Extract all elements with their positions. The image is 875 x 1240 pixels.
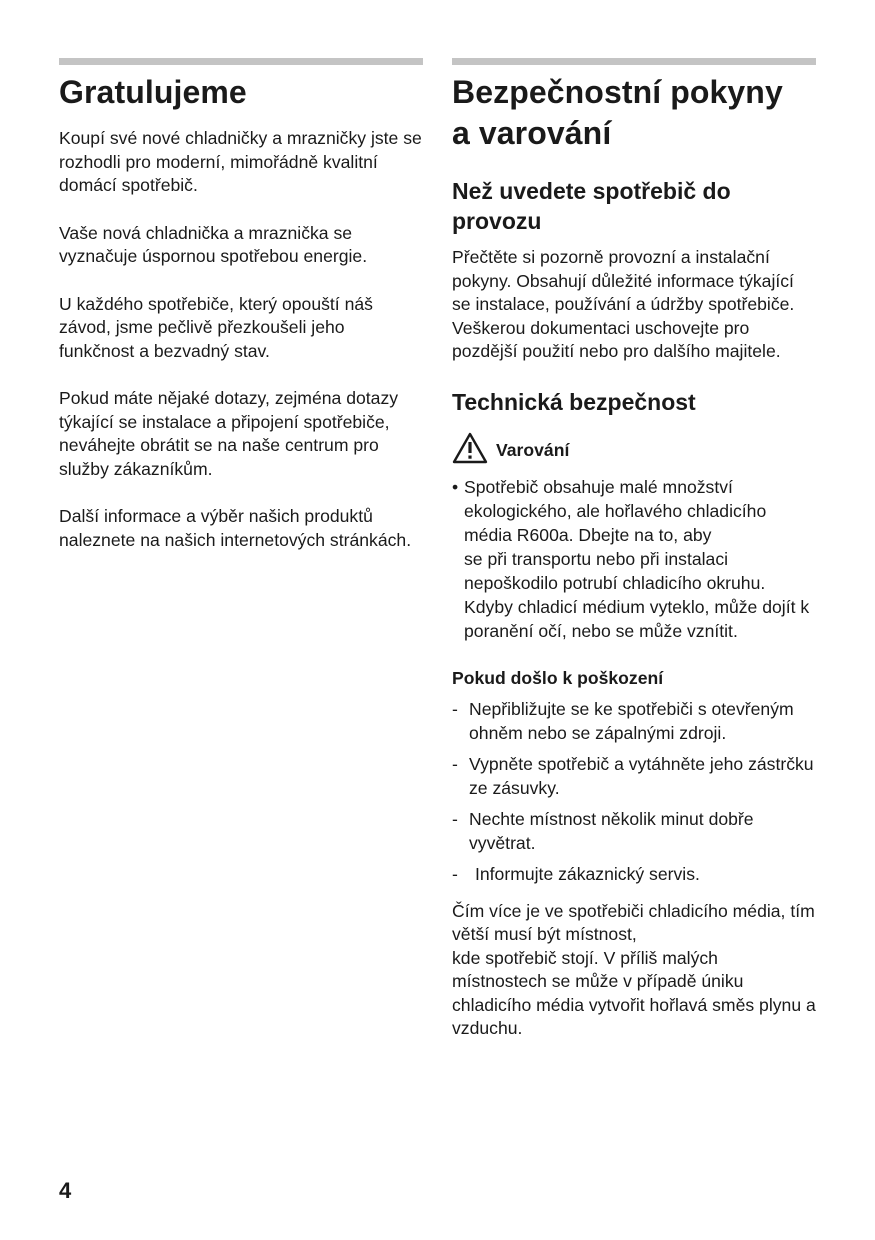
- dash-mark: -: [452, 698, 458, 719]
- list-item-text: Vypněte spotřebič a vytáhněte jeho zástrčku ze zásuvky.: [469, 753, 814, 798]
- warning-label: Varování: [496, 440, 570, 460]
- damage-list: [452, 697, 816, 886]
- list-item-text: Nepřibližujte se ke spotřebiči s otevřeným ohněm nebo se zápalnými zdroji.: [469, 698, 794, 743]
- subheading-before-use: Než uvedete spotřebič do provozu: [452, 178, 731, 234]
- list-item: [452, 752, 816, 800]
- heading-gratulujeme: Gratulujeme: [59, 74, 247, 110]
- heading-safety-line2: a varování: [452, 115, 612, 151]
- intro-paragraph-1: Koupí své nové chladničky a mrazničky jste se rozhodli pro moderní, mimořádně kvalitní domácí spotřebič.: [59, 128, 422, 195]
- dash-mark: -: [452, 863, 458, 884]
- before-use-paragraph: Přečtěte si pozorně provozní a instalační pokyny. Obsahují důležité informace týkající se instalace, používání a údržby spotřebiče. Veškerou dokumentaci uschovejte pro pozdější použití nebo pro dalšího majitele.: [452, 247, 795, 361]
- list-item-text: Informujte zákaznický servis.: [475, 863, 700, 884]
- intro-paragraph-5: Další informace a výběr našich produktů naleznete na našich internetových stránkách.: [59, 506, 412, 550]
- section-rule: [59, 58, 423, 65]
- warning-bullet: [452, 475, 816, 643]
- section-rule: [452, 58, 816, 65]
- list-item: [452, 807, 816, 855]
- list-item: [452, 697, 816, 745]
- dash-mark: -: [452, 808, 458, 829]
- subheading-damage: Pokud došlo k poškození: [452, 667, 664, 688]
- left-column: [59, 58, 423, 576]
- subheading-technical-safety: Technická bezpečnost: [452, 388, 696, 415]
- list-item-text: Nechte místnost několik minut dobře vyvětrat.: [469, 808, 754, 853]
- warning-bullet-text: Spotřebič obsahuje malé množství ekologického, ale hořlavého chladicího média R600a. Dbejte na to, aby se při transportu nebo při instalaci nepoškodilo potrubí chladicího okruhu. Kdyby chladicí médium vyteklo, může dojít k poranění očí, nebo se může vznítit.: [464, 476, 810, 641]
- list-item: [452, 862, 816, 886]
- closing-paragraph: Čím více je ve spotřebiči chladicího média, tím větší musí být místnost, kde spotřebič stojí. V příliš malých místnostech se může v případě úniku chladicího média vytvořit hořlavá směs plynu a vzduchu.: [452, 900, 816, 1038]
- right-column: [452, 58, 816, 1041]
- heading-safety: [452, 72, 816, 154]
- warning-triangle-icon: [452, 432, 488, 464]
- bullet-mark: •: [452, 476, 459, 497]
- warning-header: [452, 431, 816, 465]
- intro-paragraph-3: U každého spotřebiče, který opouští náš závod, jsme pečlivě přezkoušeli jeho funkčnost a bezvadný stav.: [59, 293, 373, 361]
- heading-safety-line1: Bezpečnostní pokyny: [452, 74, 783, 110]
- intro-paragraph-2: Vaše nová chladnička a mraznička se vyznačuje úspornou spotřebou energie.: [59, 222, 368, 266]
- intro-paragraph-4: Pokud máte nějaké dotazy, zejména dotazy týkající se instalace a připojení spotřebiče, neváhejte obrátit se na naše centrum pro služby zákazníkům.: [59, 388, 399, 479]
- dash-mark: -: [452, 753, 458, 774]
- page-number: 4: [59, 1178, 72, 1203]
